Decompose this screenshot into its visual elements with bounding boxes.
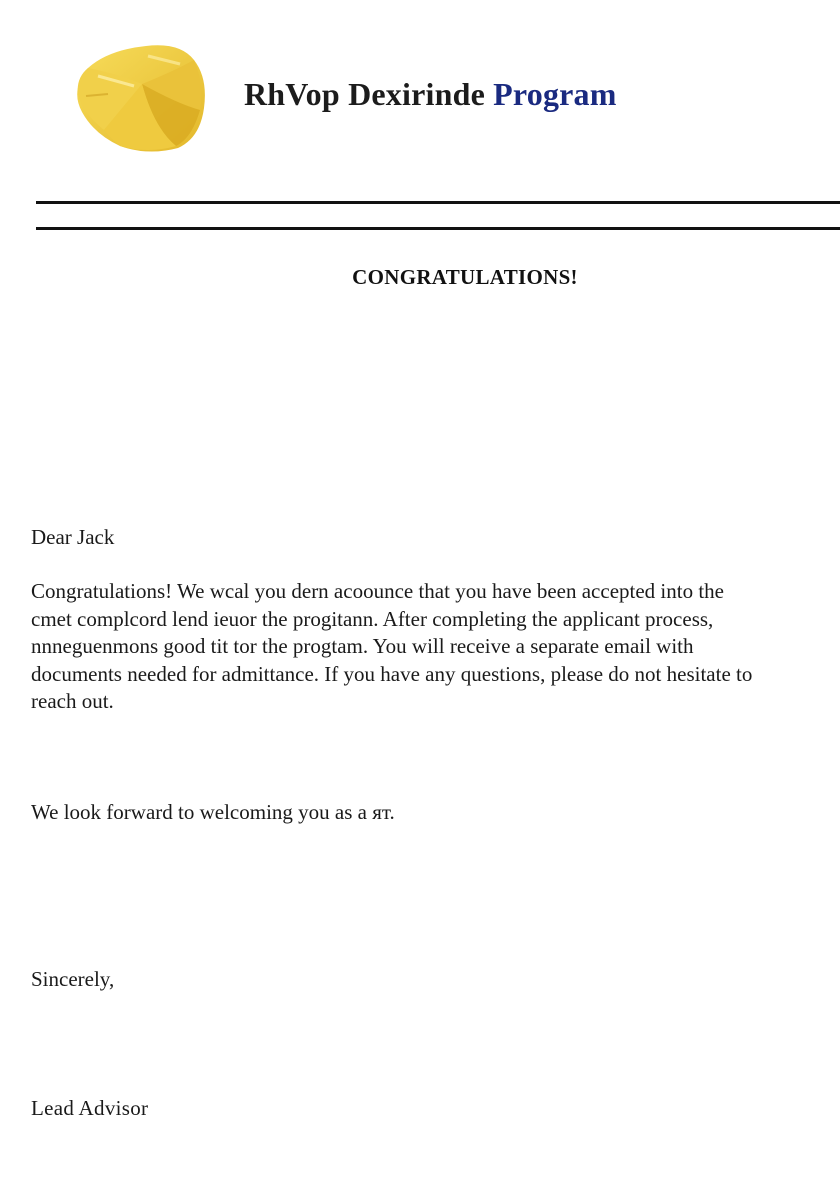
brand-title-accent: Program — [493, 76, 617, 112]
letter-body-line: documents needed for admittance. If you have any questions, please do not hesitate to — [31, 661, 753, 686]
yellow-gem-logo-icon — [68, 34, 210, 154]
letter-body-line: cmet complcord lend ieuor the progitann. After completing the applicant process, — [31, 606, 714, 631]
letter-body — [31, 578, 840, 716]
header-divider-top — [36, 201, 840, 204]
brand-title-main: RhVop Dexirinde — [244, 76, 485, 112]
letter-closing-line: We look forward to welcoming you as a ят. — [31, 800, 395, 824]
brand-title — [244, 76, 617, 113]
letter-signature: Lead Advisor — [31, 1096, 149, 1120]
letter-body-line: Congratulations! We wcal you dern acoounce that you have been accepted into the — [31, 579, 724, 603]
letter-signoff: Sincerely, — [31, 967, 115, 991]
letter-body-line: reach out. — [31, 689, 114, 713]
letter-salutation: Dear Jack — [31, 525, 115, 549]
letter-heading: CONGRATULATIONS! — [352, 265, 578, 289]
header-divider-bottom — [36, 227, 840, 230]
letter-body-line: nnneguenmons good tit tor the progtam. You will receive a separate email with — [31, 634, 694, 658]
